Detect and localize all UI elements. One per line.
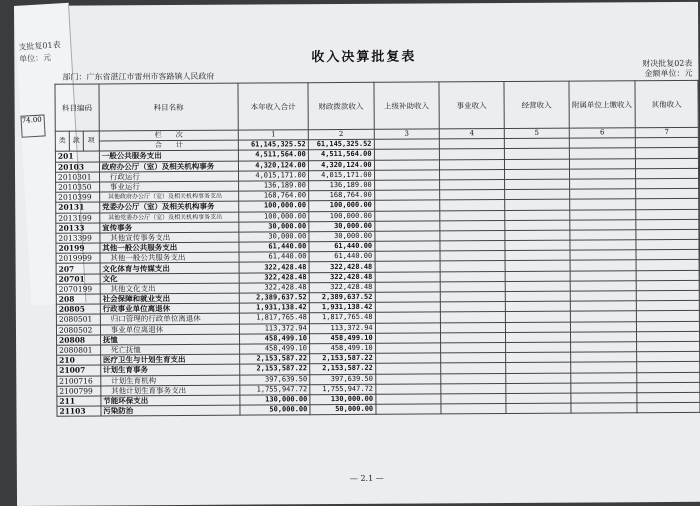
row-name: 节能环保支出 (101, 395, 241, 406)
empty-cell (375, 272, 440, 283)
row-code: 2070199 (56, 284, 100, 294)
row-fiscal: 30,000.00 (309, 231, 375, 242)
empty-cell (571, 342, 637, 353)
empty-cell (636, 229, 699, 240)
row-fiscal: 136,189.00 (308, 180, 374, 191)
empty-cell (375, 373, 440, 384)
row-fiscal: 322,428.48 (309, 282, 375, 293)
empty-cell (439, 149, 504, 160)
row-name: 医疗卫生与计划生育支出 (100, 354, 240, 365)
row-code: 2100716 (57, 375, 101, 385)
empty-cell (374, 210, 439, 221)
department-label: 部门：广东省湛江市雷州市客路镇人民政府 (62, 71, 215, 82)
empty-cell (569, 168, 635, 179)
row-total: 30,000.00 (239, 232, 309, 243)
row-code: 2013199 (56, 212, 100, 222)
empty-cell (636, 188, 699, 199)
row-fiscal: 100,000.00 (309, 201, 375, 212)
row-fiscal: 1,755,947.72 (310, 384, 376, 395)
row-code: 2010350 (56, 182, 100, 192)
row-total: 1,817,765.48 (240, 313, 310, 324)
row-code: 2080801 (57, 345, 101, 355)
empty-cell (637, 392, 700, 403)
header-business: 事业收入 (439, 82, 504, 129)
empty-cell (505, 210, 570, 221)
empty-cell (636, 250, 699, 261)
empty-cell (440, 261, 505, 272)
row-total: 322,428.48 (239, 262, 309, 273)
row-name: 一般公共服务支出 (99, 151, 239, 162)
row-code: 208 (56, 294, 100, 304)
empty-cell (375, 343, 440, 354)
empty-cell (570, 230, 636, 241)
empty-cell (440, 251, 505, 262)
empty-cell (375, 292, 440, 303)
row-fiscal: 397,639.50 (310, 374, 376, 385)
empty-cell (636, 260, 699, 271)
empty-cell (570, 219, 636, 230)
empty-cell (571, 382, 637, 393)
empty-cell (505, 291, 570, 302)
row-code: 207 (56, 263, 100, 273)
empty-cell (571, 403, 637, 414)
row-code: 20701 (56, 274, 100, 284)
page-number: — 2.1 — (349, 473, 384, 483)
empty-cell (635, 158, 698, 169)
form-number: 财决批复02表 (642, 58, 693, 69)
empty-cell (375, 384, 440, 395)
empty-cell (636, 290, 699, 301)
header-name: 科目名称 (99, 83, 239, 131)
row-name: 其他文化支出 (100, 283, 240, 294)
row-fiscal: 61,440.00 (309, 241, 375, 252)
document-sheet (14, 2, 700, 506)
empty-cell (571, 352, 637, 363)
row-total: 4,511,564.00 (239, 150, 309, 161)
row-name: 文化 (100, 273, 240, 284)
empty-cell (374, 190, 439, 201)
index-5: 5 (504, 128, 569, 139)
row-code: 21007 (57, 365, 101, 375)
empty-cell (570, 301, 636, 312)
row-total: 4,015,171.00 (239, 170, 309, 181)
row-total: 397,639.50 (240, 374, 310, 385)
row-total: 322,428.48 (239, 283, 309, 294)
row-name: 其他政府办公厅（室）及相关机构事务支出 (99, 191, 239, 202)
row-code: 2080501 (56, 314, 100, 324)
empty-cell (441, 322, 506, 333)
row-fiscal: 168,764.00 (309, 190, 375, 201)
empty-cell (570, 209, 636, 220)
row-name: 其他党委办公厅（室）及相关机构事务支出 (100, 212, 240, 223)
header-kuan: 款 (69, 131, 83, 151)
empty-cell (506, 342, 571, 353)
empty-cell (636, 301, 699, 312)
empty-cell (570, 331, 636, 342)
empty-cell (637, 372, 700, 383)
empty-cell (440, 179, 505, 190)
empty-cell (505, 169, 570, 180)
row-code: 2080502 (56, 325, 100, 335)
row-total: 100,000.00 (239, 201, 309, 212)
empty-cell (439, 139, 504, 150)
row-fiscal: 2,153,587.22 (310, 353, 376, 364)
row-name: 抚恤 (100, 334, 240, 345)
left-page-line1: 支批复01表 (18, 40, 61, 52)
index-2: 2 (308, 129, 374, 140)
empty-cell (440, 292, 505, 303)
row-code: 2010301 (56, 172, 100, 182)
left-page-fragment: 74.00 (20, 114, 45, 137)
empty-cell (636, 239, 699, 250)
row-name: 其他一般公共服务支出 (100, 252, 240, 263)
empty-cell (505, 301, 570, 312)
page-title: 收入决算批复表 (311, 49, 417, 66)
row-fiscal: 130,000.00 (310, 394, 376, 405)
empty-cell (506, 362, 571, 373)
row-fiscal: 1,817,765.48 (309, 313, 375, 324)
row-fiscal: 113,372.94 (309, 323, 375, 334)
empty-cell (440, 241, 505, 252)
fiscal-sum: 61,145,325.52 (308, 139, 374, 150)
empty-cell (376, 394, 441, 405)
empty-cell (505, 240, 570, 251)
empty-cell (375, 241, 440, 252)
row-name: 死亡抚恤 (100, 344, 240, 355)
header-operating: 经营收入 (504, 81, 569, 128)
row-code: 2100799 (57, 386, 101, 396)
empty-cell (441, 353, 506, 364)
empty-cell (506, 373, 571, 384)
empty-cell (440, 281, 505, 292)
row-total: 113,372.94 (240, 323, 310, 334)
row-name: 文化体育与传媒支出 (100, 263, 240, 274)
empty-cell (571, 362, 637, 373)
row-name: 其他一般公共服务支出 (100, 242, 240, 253)
empty-cell (505, 179, 570, 190)
empty-cell (504, 159, 569, 170)
empty-cell (569, 158, 635, 169)
header-superior: 上级补助收入 (374, 82, 440, 129)
header-code: 科目编码 (55, 84, 99, 131)
row-total: 4,320,124.00 (239, 160, 309, 171)
row-total: 100,000.00 (239, 211, 309, 222)
header-other: 其他收入 (635, 80, 698, 127)
row-fiscal: 30,000.00 (309, 221, 375, 232)
empty-cell (440, 210, 505, 221)
empty-cell (635, 178, 698, 189)
row-fiscal: 4,320,124.00 (308, 160, 374, 171)
empty-cell (570, 199, 636, 210)
empty-cell (506, 332, 571, 343)
row-total: 61,440.00 (239, 242, 309, 253)
row-total: 458,499.10 (240, 333, 310, 344)
empty-cell (375, 302, 440, 313)
table-header-row (55, 80, 698, 131)
row-code: 211 (57, 396, 101, 406)
empty-cell (375, 251, 440, 262)
row-fiscal: 4,015,171.00 (308, 170, 374, 181)
empty-cell (375, 312, 440, 323)
empty-cell (375, 363, 440, 374)
empty-cell (505, 189, 570, 200)
empty-cell (375, 322, 440, 333)
header-fiscal: 财政拨款收入 (308, 82, 374, 129)
empty-cell (504, 148, 569, 159)
empty-cell (506, 403, 571, 414)
row-name: 社会保障和就业支出 (100, 293, 240, 304)
header-lei: 类 (55, 131, 69, 151)
empty-cell (440, 230, 505, 241)
row-total: 168,764.00 (239, 191, 309, 202)
row-code: 20131 (56, 202, 100, 212)
empty-cell (441, 404, 506, 415)
row-code: 210 (57, 355, 101, 365)
empty-cell (441, 363, 506, 374)
empty-cell (636, 270, 699, 281)
row-fiscal: 322,428.48 (309, 262, 375, 273)
empty-cell (505, 230, 570, 241)
row-code: 20199 (56, 243, 100, 253)
empty-cell (440, 220, 505, 231)
empty-cell (570, 179, 636, 190)
empty-cell (505, 322, 570, 333)
row-code: 20808 (57, 335, 101, 345)
empty-cell (441, 383, 506, 394)
empty-cell (570, 250, 636, 261)
row-total: 61,440.00 (239, 252, 309, 263)
row-total: 1,755,947.72 (240, 384, 310, 395)
row-fiscal: 1,931,138.42 (309, 302, 375, 313)
empty-cell (505, 281, 570, 292)
empty-cell (570, 189, 636, 200)
empty-cell (505, 271, 570, 282)
row-fiscal: 50,000.00 (310, 404, 376, 415)
empty-cell (441, 342, 506, 353)
empty-cell (636, 341, 699, 352)
empty-cell (374, 221, 439, 232)
row-fiscal: 61,440.00 (309, 252, 375, 263)
index-7: 7 (635, 127, 698, 138)
index-1: 1 (238, 130, 308, 141)
row-name: 党委办公厅（室）及相关机构事务 (99, 201, 239, 212)
row-code: 21103 (57, 406, 101, 416)
row-name: 政府办公厅（室）及相关机构事务 (99, 161, 239, 172)
row-name: 事业单位离退休 (100, 324, 240, 335)
empty-cell (374, 200, 439, 211)
empty-cell (505, 220, 570, 231)
empty-cell (374, 180, 439, 191)
row-name: 宣传事务 (100, 222, 240, 233)
empty-cell (636, 311, 699, 322)
empty-cell (440, 312, 505, 323)
empty-cell (570, 321, 636, 332)
total-sum: 61,145,325.52 (239, 140, 309, 151)
empty-cell (569, 148, 635, 159)
row-fiscal: 458,499.10 (309, 333, 375, 344)
row-fiscal: 458,499.10 (309, 343, 375, 354)
index-3: 3 (374, 129, 439, 140)
row-total: 458,499.10 (240, 344, 310, 355)
row-name: 计划生育机构 (101, 375, 241, 386)
row-code: 20133 (56, 223, 100, 233)
empty-cell (635, 148, 698, 159)
row-name: 计划生育事务 (100, 364, 240, 375)
empty-cell (637, 402, 700, 413)
empty-cell (374, 159, 439, 170)
empty-cell (570, 281, 636, 292)
row-total: 130,000.00 (240, 395, 310, 406)
row-code: 20805 (56, 304, 100, 314)
header-total: 本年收入合计 (238, 83, 308, 130)
empty-cell (636, 209, 699, 220)
amount-unit: 金额单位：元 (644, 68, 693, 79)
empty-cell (375, 231, 440, 242)
empty-cell (571, 372, 637, 383)
row-code: 2010399 (56, 192, 100, 202)
row-total: 2,389,637.52 (239, 293, 309, 304)
row-fiscal: 2,153,587.22 (310, 364, 376, 375)
empty-cell (570, 291, 636, 302)
empty-cell (375, 353, 440, 364)
row-total: 136,189.00 (239, 181, 309, 192)
row-name: 归口管理的行政单位离退休 (100, 314, 240, 325)
empty-cell (569, 138, 635, 149)
empty-cell (374, 149, 439, 160)
row-name: 其他宣传事务支出 (100, 232, 240, 243)
empty-cell (505, 250, 570, 261)
empty-cell (440, 190, 505, 201)
row-name: 行政事业单位离退休 (100, 303, 240, 314)
revenue-table (54, 80, 700, 417)
header-affiliated: 附属单位上缴收入 (569, 81, 635, 128)
empty-cell (441, 332, 506, 343)
empty-cell (570, 311, 636, 322)
index-4: 4 (439, 129, 504, 140)
heji-label: 合 计 (99, 140, 239, 151)
empty-cell (636, 331, 699, 342)
empty-cell (635, 138, 698, 149)
empty-cell (636, 199, 699, 210)
row-total: 50,000.00 (240, 405, 310, 416)
empty-cell (506, 383, 571, 394)
empty-cell (375, 282, 440, 293)
empty-cell (440, 302, 505, 313)
empty-cell (440, 200, 505, 211)
empty-cell (637, 351, 700, 362)
empty-cell (374, 170, 439, 181)
empty-cell (440, 159, 505, 170)
empty-cell (637, 362, 700, 373)
empty-cell (505, 199, 570, 210)
empty-cell (375, 333, 440, 344)
row-total: 2,153,587.22 (240, 354, 310, 365)
header-xiang: 项 (83, 131, 99, 151)
row-fiscal: 4,511,564.00 (308, 150, 374, 161)
empty-cell (637, 382, 700, 393)
row-code: 20103 (55, 162, 99, 172)
empty-cell (570, 260, 636, 271)
empty-cell (374, 139, 439, 150)
row-total: 30,000.00 (239, 221, 309, 232)
row-name: 其他计划生育事务支出 (101, 385, 241, 396)
row-total: 2,153,587.22 (240, 364, 310, 375)
row-code: 2013399 (56, 233, 100, 243)
empty-cell (504, 138, 569, 149)
empty-cell (570, 240, 636, 251)
lanci-label: 栏 次 (99, 130, 239, 141)
empty-cell (440, 169, 505, 180)
row-total: 322,428.48 (239, 272, 309, 283)
row-name: 污染防治 (101, 405, 241, 416)
empty-cell (506, 352, 571, 363)
row-name: 行政运行 (99, 171, 239, 182)
empty-cell (636, 280, 699, 291)
row-total: 1,931,138.42 (240, 303, 310, 314)
empty-cell (506, 393, 571, 404)
empty-cell (636, 219, 699, 230)
empty-cell (441, 373, 506, 384)
empty-cell (375, 261, 440, 272)
empty-cell (505, 311, 570, 322)
row-code: 201 (55, 151, 99, 161)
row-fiscal: 2,389,637.52 (309, 292, 375, 303)
empty-cell (635, 168, 698, 179)
row-fiscal: 322,428.48 (309, 272, 375, 283)
index-6: 6 (569, 128, 635, 139)
left-page-line2: 单位：元 (18, 52, 52, 64)
empty-cell (570, 270, 636, 281)
row-code: 2019999 (56, 253, 100, 263)
empty-cell (636, 321, 699, 332)
empty-cell (440, 271, 505, 282)
row-name: 事业运行 (99, 181, 239, 192)
row-fiscal: 100,000.00 (309, 211, 375, 222)
empty-cell (441, 393, 506, 404)
empty-cell (505, 261, 570, 272)
empty-cell (376, 404, 441, 415)
empty-cell (571, 393, 637, 404)
